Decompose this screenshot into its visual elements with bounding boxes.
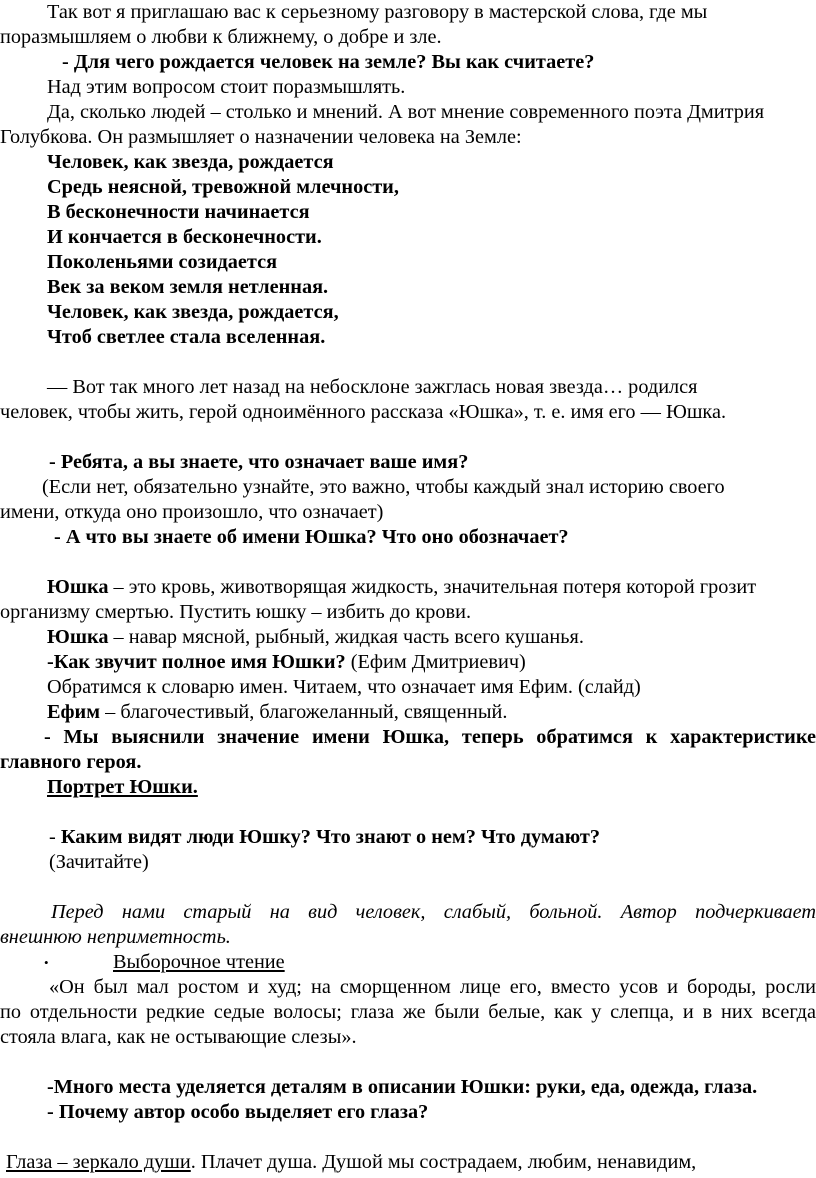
paragraph-star-line2: человек, чтобы жить, герой одноимённого рассказа «Юшка», т. е. имя его — Юшка.	[0, 401, 727, 423]
paragraph-eyes-mirror-text: . Плачет душа. Душой мы сострадаем, любим, ненавидим,	[190, 1151, 697, 1173]
definition-text: – навар мясной, рыбный, жидкая часть всего кушанья.	[108, 626, 584, 648]
paragraph-poet-line2: Голубкова. Он размышляет о назначении человека на Земле:	[0, 126, 522, 148]
paragraph-poet-line1: Да, сколько людей – столько и мнений. А вот мнение современного поэта Дмитрия	[47, 101, 765, 123]
question-how-people-see-text: Каким видят люди Юшку? Что знают о нем? Что думают?	[60, 826, 601, 848]
definition-term: Юшка	[47, 626, 109, 648]
definition-text: – это кровь, животворящая жидкость, значительная потеря которой грозит	[108, 576, 757, 598]
quote-line2: по отдельности редкие седые волосы; глаза же были белые, как у слепца, и в них всегда	[0, 1001, 816, 1023]
question-why-born: - Для чего рождается человек на земле? Вы как считаете?	[62, 51, 595, 73]
full-name-answer: (Ефим Дмитриевич)	[345, 651, 526, 673]
paragraph-star-line1: — Вот так много лет назад на небосклоне зажглась новая звезда… родился	[47, 376, 698, 398]
definition-term: Юшка	[47, 576, 109, 598]
paragraph-read-aloud: (Зачитайте)	[49, 851, 149, 873]
definition-term: Ефим	[47, 701, 101, 723]
paragraph-appearance-line1: Перед нами старый на вид человек, слабый, больной. Автор подчеркивает	[51, 901, 816, 923]
quote-line1: «Он был мал ростом и худ; на сморщенном лице его, вместо усов и бороды, росли	[49, 976, 816, 998]
paragraph-intro-line1: Так вот я приглашаю вас к серьезному разговору в мастерской слова, где мы	[47, 1, 708, 23]
definition-yushka-blood-line1	[47, 575, 756, 600]
paragraph-name-history-line2: имени, откуда оно произошло, что означает)	[0, 501, 384, 523]
paragraph-dictionary: Обратимся к словарю имен. Читаем, что означает имя Ефим. (слайд)	[47, 676, 641, 698]
poem-line: Чтоб светлее стала вселенная.	[47, 326, 326, 348]
question-character-line2: главного героя.	[0, 751, 142, 773]
question-full-name-text: -Как звучит полное имя Юшки?	[47, 651, 346, 673]
heading-portrait: Портрет Юшки.	[47, 776, 198, 798]
poem-line: Средь неясной, тревожной млечности,	[47, 176, 399, 198]
paragraph-eyes-mirror	[6, 1150, 696, 1175]
question-full-name	[47, 650, 526, 675]
question-your-name: - Ребята, а вы знаете, что означает ваше имя?	[49, 451, 469, 473]
question-yushka-name: - А что вы знаете об имени Юшка? Что оно обозначает?	[54, 526, 569, 548]
poem-line: В бесконечности начинается	[47, 201, 310, 223]
poem-line: Человек, как звезда, рождается	[47, 151, 334, 173]
definition-yushka-blood-line2: организму смертью. Пустить юшку – избить до крови.	[0, 601, 472, 623]
definition-text: – благочестивый, благожеланный, священный.	[100, 701, 508, 723]
question-details: -Много места уделяется деталям в описании Юшки: руки, еда, одежда, глаза.	[47, 1076, 758, 1098]
poem-line: Век за веком земля нетленная.	[47, 276, 329, 298]
question-dash: -	[49, 826, 61, 848]
definition-efim	[47, 700, 507, 725]
question-character-line1: - Мы выяснили значение имени Юшка, теперь обратимся к характеристике	[44, 726, 816, 748]
quote-line3: стояла влага, как не остывающие слезы».	[0, 1026, 357, 1048]
poem-line: Человек, как звезда, рождается,	[47, 301, 339, 323]
poem-line: И кончается в бесконечности.	[47, 226, 322, 248]
paragraph-appearance-line2: внешнюю неприметность.	[0, 926, 231, 948]
bullet-selective-reading: Выборочное чтение	[113, 951, 285, 973]
phrase-eyes-mirror: Глаза – зеркало души	[6, 1151, 191, 1173]
poem-line: Поколеньями созидается	[47, 251, 278, 273]
question-how-people-see	[49, 825, 600, 850]
paragraph-intro-line2: поразмышляем о любви к ближнему, о добре и зле.	[0, 26, 442, 48]
paragraph-name-history-line1: (Если нет, обязательно узнайте, это важно, чтобы каждый знал историю своего	[42, 476, 725, 498]
bullet-icon: •	[44, 955, 49, 970]
paragraph-think: Над этим вопросом стоит поразмышлять.	[47, 76, 406, 98]
question-eyes: - Почему автор особо выделяет его глаза?	[47, 1101, 429, 1123]
definition-yushka-broth	[47, 625, 584, 650]
